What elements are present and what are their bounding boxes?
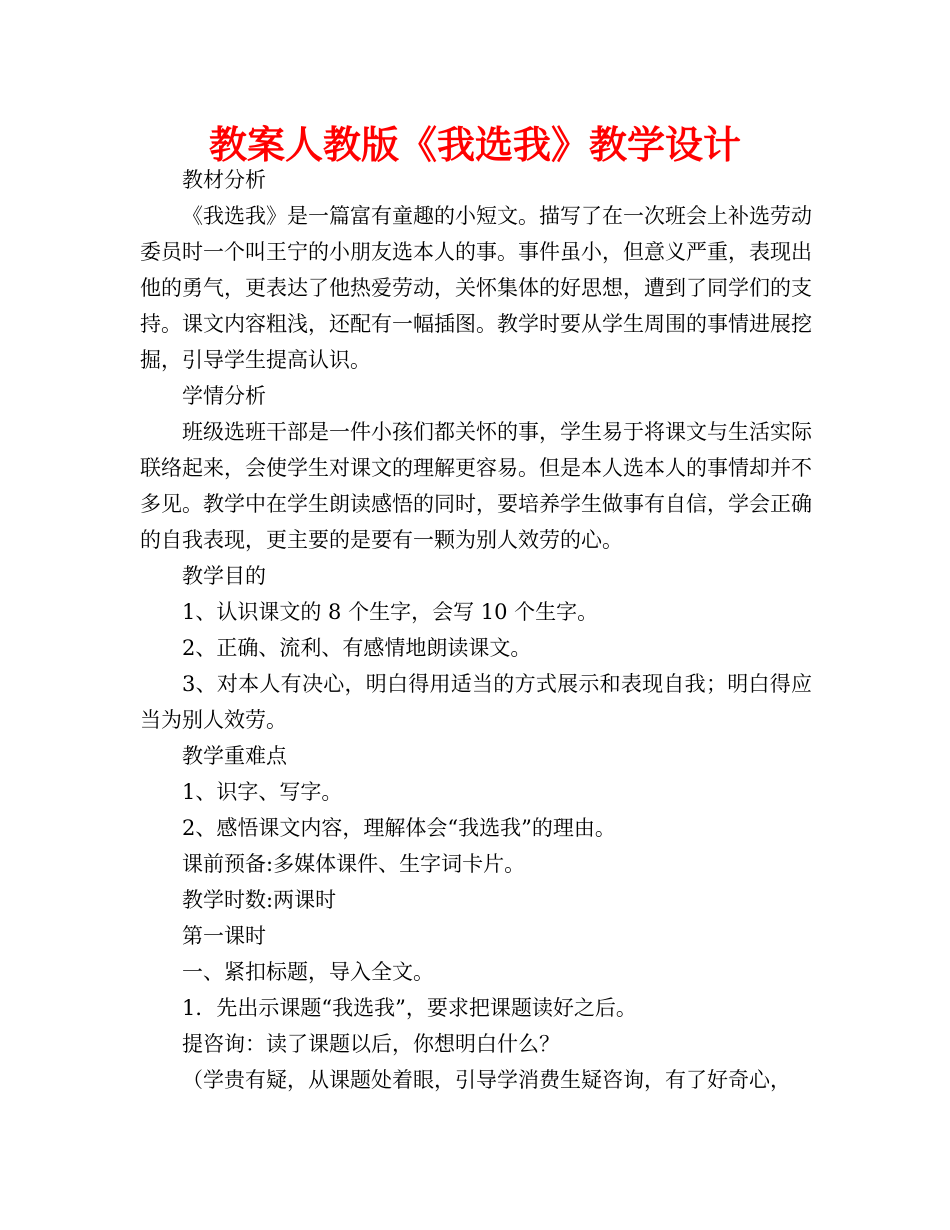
paragraph: 《我选我》是一篇富有童趣的小短文。描写了在一次班会上补选劳动委员时一个叫王宁的小朋友选本人的事。事件虽小，但意义严重，表现出他的勇气，更表达了他热爱劳动，关怀集体的好思想，遭到了同学们的支持。课文内容粗浅，还配有一幅插图。教学时要从学生周围的事情进展挖掘，引导学生提高认识。 [140,204,812,372]
paragraph: 教学时数:两课时 [182,888,337,912]
paragraph: 教材分析 [182,168,266,192]
paragraph: 第一课时 [182,924,266,948]
paragraph: 学情分析 [182,384,266,408]
document-body [140,162,812,1098]
paragraph: 课前预备:多媒体课件、生字词卡片。 [182,852,526,876]
paragraph: 教学重难点 [182,744,287,768]
paragraph: 一、紧扣标题，导入全文。 [182,960,434,984]
paragraph: 2、正确、流利、有感情地朗读课文。 [182,636,532,660]
paragraph: 教学目的 [182,564,266,588]
paragraph: 班级选班干部是一件小孩们都关怀的事，学生易于将课文与生活实际联络起来，会使学生对课文的理解更容易。但是本人选本人的事情却并不多见。教学中在学生朗读感悟的同时，要培养学生做事有自信，学会正确的自我表现，更主要的是要有一颗为别人效劳的心。 [140,420,812,552]
paragraph: 提咨询：读了课题以后，你想明白什么？ [182,1032,560,1056]
paragraph: （学贵有疑，从课题处着眼，引导学消费生疑咨询，有了好奇心， [182,1068,791,1092]
paragraph: 1、识字、写字。 [182,780,343,804]
paragraph: 3、对本人有决心，明白得用适当的方式展示和表现自我；明白得应当为别人效劳。 [140,672,812,732]
paragraph: 2、感悟课文内容，理解体会“我选我”的理由。 [182,816,616,840]
paragraph: 1、认识课文的 8 个生字，会写 10 个生字。 [182,600,599,624]
document-title: 教案人教版《我选我》教学设计 [208,122,741,167]
paragraph: 1．先出示课题“我选我”，要求把课题读好之后。 [182,996,637,1020]
